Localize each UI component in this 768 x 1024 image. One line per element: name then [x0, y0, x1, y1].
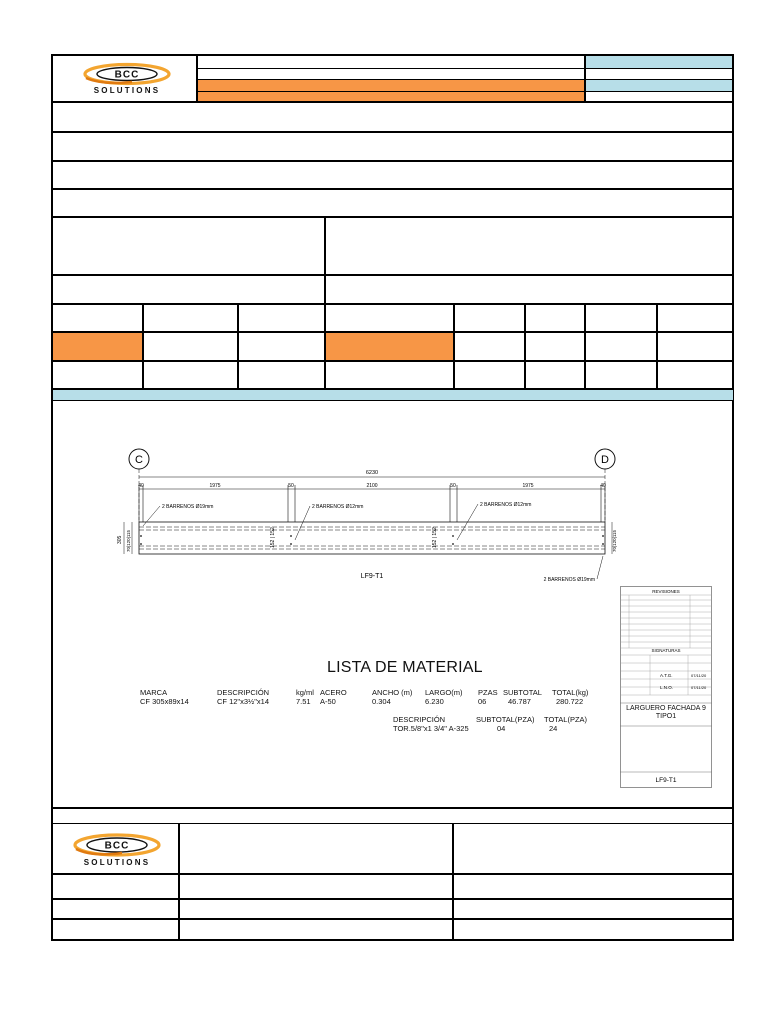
mat-header-total: TOTAL(kg): [552, 688, 589, 697]
mat-header-pzas: PZAS: [478, 688, 498, 697]
bolt-header-subtotal: SUBTOTAL(PZA): [476, 715, 535, 724]
callout-3: 2 BARRENOS Ø12mm: [480, 502, 532, 508]
seg-dim-2: 1975: [209, 483, 221, 489]
callout-2: 2 BARRENOS Ø12mm: [312, 504, 364, 510]
bcc-logo-icon: [72, 60, 182, 98]
bolt-cell-subtotal: 04: [497, 724, 506, 733]
signature-1-date: 07/11/20: [691, 673, 707, 678]
seg-dim-1: 40: [138, 483, 144, 489]
bcc-logo-icon: [62, 830, 172, 870]
footer-row-line: [52, 823, 733, 824]
height-dim: 305: [117, 535, 123, 544]
grid-col-line: [524, 304, 526, 389]
bolt-header-descripcion: DESCRIPCIÓN: [393, 715, 446, 724]
revisions-header: REVISIONES: [652, 589, 680, 594]
logo-word: BCC: [114, 69, 140, 81]
seg-dim-7: 40: [600, 483, 606, 489]
mat-cell-marca: CF 305x89x14: [140, 697, 189, 706]
mat-cell-acero: A-50: [320, 697, 336, 706]
header-row-line: [197, 68, 733, 69]
grid-label-d: D: [601, 454, 609, 466]
mat-cell-total: 280.722: [556, 697, 584, 706]
footer-logo: [62, 830, 172, 870]
seg-dim-5: 50: [450, 483, 456, 489]
part-label: LF9-T1: [360, 573, 384, 580]
footer-top-line: [52, 807, 733, 809]
logo-sub: SOLUTIONS: [83, 858, 151, 867]
footer-col-divider: [452, 824, 454, 940]
header-row-line: [197, 91, 733, 92]
seg-dim-6: 1975: [522, 483, 534, 489]
right-stack-dim: 70|120|115: [612, 529, 617, 552]
header-blue-cell: [586, 56, 732, 68]
title-block-title: LARGUERO FACHADA 9 TIPO1: [626, 705, 706, 720]
seg-dim-4: 2100: [366, 483, 378, 489]
grid-orange-cell: [53, 333, 142, 360]
form-row-line: [52, 160, 733, 162]
material-list-title: LISTA DE MATERIAL: [327, 659, 483, 676]
callout-1: 2 BARRENOS Ø19mm: [162, 504, 214, 510]
mid-dim-1: 152 | 152: [270, 527, 276, 548]
seg-dim-3: 50: [288, 483, 294, 489]
mat-cell-largo: 6.230: [425, 697, 444, 706]
drawing-number: LF9-T1: [655, 777, 677, 784]
grid-label-c: C: [135, 454, 143, 466]
mat-cell-kgml: 7.51: [296, 697, 311, 706]
overall-dim: 6230: [365, 470, 379, 476]
drawing-band: [53, 390, 733, 400]
mid-dim-2: 152 | 152: [432, 527, 438, 548]
bolt-header-total: TOTAL(PZA): [544, 715, 588, 724]
mat-header-acero: ACERO: [320, 688, 347, 697]
bolt-cell-descripcion: TOR.5/8"x1 3/4" A-325: [393, 724, 469, 733]
form-row-line: [52, 131, 733, 133]
form-row-line: [52, 216, 733, 218]
drawing-band-line: [52, 400, 733, 401]
mat-header-largo: LARGO(m): [425, 688, 463, 697]
signature-1: A.T.G.: [660, 673, 673, 678]
mat-header-kgml: kg/ml: [296, 688, 314, 697]
form-row-line: [52, 188, 733, 190]
grid-col-line: [237, 304, 239, 389]
mat-header-descripcion: DESCRIPCIÓN: [217, 688, 270, 697]
header-row-line: [197, 79, 733, 80]
left-stack-dim: 70|120|115: [126, 529, 131, 552]
footer-col-divider: [178, 824, 180, 940]
footer-row-line: [52, 898, 733, 900]
title-block: [620, 586, 712, 788]
logo-sub: SOLUTIONS: [93, 86, 161, 95]
grid-col-line: [584, 304, 586, 389]
mat-header-subtotal: SUBTOTAL: [503, 688, 542, 697]
header-bottom-line: [52, 101, 733, 103]
signature-2: L.N.O.: [660, 685, 674, 690]
callout-4: 2 BARRENOS Ø19mm: [543, 577, 595, 583]
mat-cell-descripcion: CF 12"x3½"x14: [217, 697, 270, 706]
header-blue-cell: [586, 80, 732, 91]
grid-col-line: [656, 304, 658, 389]
mat-header-ancho: ANCHO (m): [372, 688, 413, 697]
beam-drawing: [110, 440, 630, 600]
footer-row-line: [52, 873, 733, 875]
bolt-cell-total: 24: [549, 724, 558, 733]
form-row-line: [52, 274, 733, 276]
form-row-line: [52, 360, 733, 362]
mat-cell-ancho: 0.304: [372, 697, 391, 706]
logo-word: BCC: [104, 840, 130, 852]
header-logo: [72, 60, 182, 98]
mat-cell-pzas: 06: [478, 697, 487, 706]
signatures-header: SIGNATURAS: [651, 648, 681, 653]
form-row-line: [52, 303, 733, 305]
footer-row-line: [52, 918, 733, 920]
grid-orange-cell: [326, 333, 453, 360]
signature-2-date: 07/11/20: [691, 685, 707, 690]
mat-cell-subtotal: 46.787: [508, 697, 531, 706]
mat-header-marca: MARCA: [140, 688, 168, 697]
grid-col-line: [453, 304, 455, 389]
grid-col-line: [142, 304, 144, 389]
